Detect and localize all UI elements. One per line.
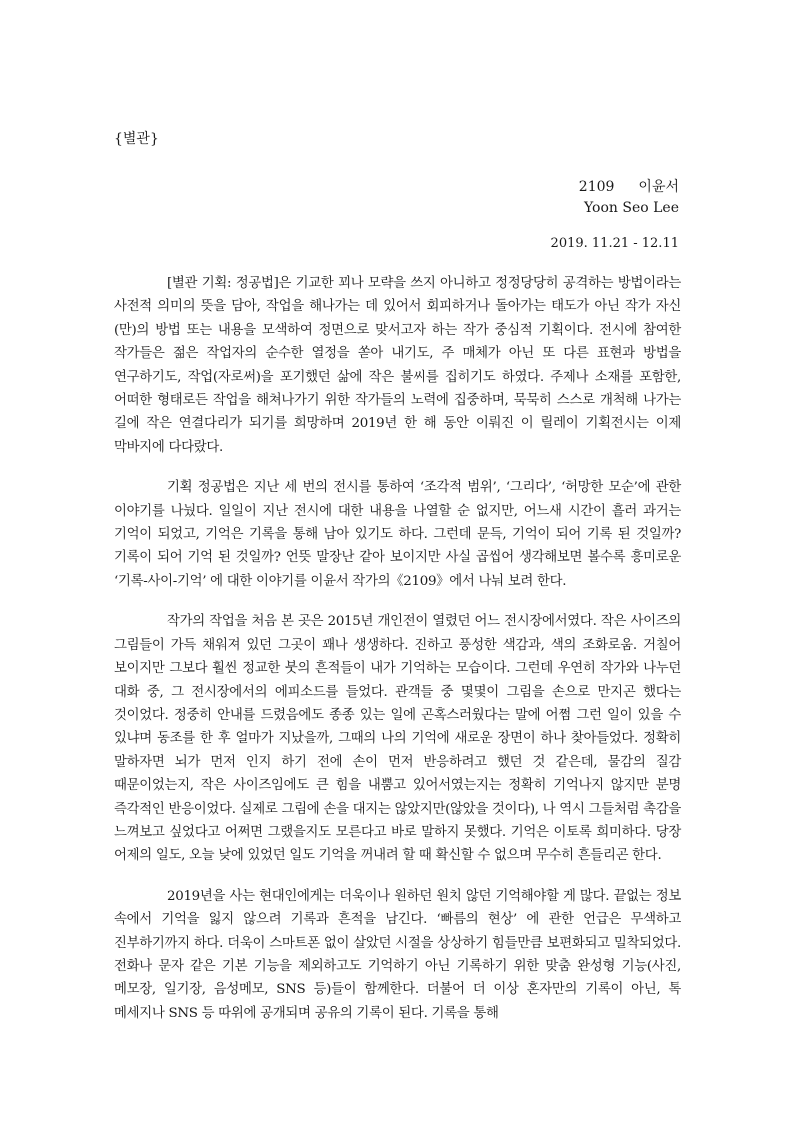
essay-body [114, 272, 681, 1042]
paragraph: 2019년을 사는 현대인에게는 더욱이나 원하던 원치 않던 기억해야할 게 많다. 끝없는 정보 속에서 기억을 잃지 않으려 기록과 흔적을 남긴다. ‘빠름의 현상’ 에 관한 언급은 무색하고 진부하기까지 하다. 더욱이 스마트폰 없이 살았던 시절을 상상하기 힘들만큼 보편화되고 밀착되었다. 전화나 문자 같은 기본 기능을 제외하고도 기억하기 아닌 기록하기 위한 맞춤 완성형 기능(사진, 메모장, 일기장, 음성메모, SNS 등)들이 함께한다. 더불어 더 이상 혼자만의 기록이 아닌, 톡 메세지나 SNS 등 따위에 공개되며 공유의 기록이 된다. 기록을 통해 [114, 888, 681, 1021]
paragraph: [별관 기획: 정공법]은 기교한 꾀나 모략을 쓰지 아니하고 정정당당히 공격하는 방법이라는 사전적 의미의 뜻을 담아, 작업을 해나가는 데 있어서 회피하거나 돌아가는 태도가 아닌 작가 자신(만)의 방법 또는 내용을 모색하여 정면으로 맞서고자 하는 작가 중심적 기획이다. 전시에 참여한 작가들은 젊은 작업자의 순수한 열정을 쏟아 내기도, 주 매체가 아닌 또 다른 표현과 방법을 연구하기도, 작업(자로써)을 포기했던 삶에 작은 불씨를 집히기도 하였다. 주제나 소재를 포함한, 어떠한 형태로든 작업을 해쳐나가기 위한 작가들의 노력에 집중하며, 묵묵히 스스로 개척해 나가는 길에 작은 연결다리가 되기를 희망하며 2019년 한 해 동안 이뤄진 이 릴레이 기획전시는 이제 막바지에 다다랐다. [114, 276, 681, 455]
paragraph: 기획 정공법은 지난 세 번의 전시를 통하여 ‘조각적 범위’, ‘그리다’, ‘허망한 모순’에 관한 이야기를 나눴다. 일일이 지난 전시에 대한 내용을 나열할 순 없지만, 어느새 시간이 흘러 과거는 기억이 되었고, 기억은 기록을 통해 남아 있기도 하다. 그런데 문득, 기억이 되어 기록 된 것일까? 기록이 되어 기억 된 것일까? 언뜻 말장난 같아 보이지만 사실 곱씹어 생각해보면 볼수록 흥미로운 ‘기록-사이-기억’ 에 대한 이야기를 이윤서 작가의《2109》에서 나눠 보려 한다. [114, 480, 681, 589]
gallery-label: {별관} [114, 131, 159, 147]
author-line [579, 176, 679, 196]
author-name-english: Yoon Seo Lee [584, 200, 679, 216]
exhibition-number: 2109 [578, 179, 615, 195]
exhibition-dates: 2019. 11.21 - 12.11 [550, 236, 679, 251]
author-name-korean: 이윤서 [638, 179, 679, 195]
paragraph: 작가의 작업을 처음 본 곳은 2015년 개인전이 열렸던 어느 전시장에서였다. 작은 사이즈의 그림들이 가득 채워져 있던 그곳이 꽤나 생생하다. 진하고 풍성한 색감과, 색의 조화로움. 거칠어 보이지만 그보다 훨씬 정교한 붓의 흔적들이 내가 기억하는 모습이다. 그런데 우연히 작가와 나누던 대화 중, 그 전시장에서의 에피소드를 들었다. 관객들 중 몇몇이 그림을 손으로 만지곤 했다는 것이었다. 정중히 안내를 드렸음에도 종종 있는 일에 곤혹스러웠다는 말에 어쩜 그런 일이 있을 수 있냐며 동조를 한 후 얼마가 지났을까, 그때의 나의 기억에 새로운 장면이 하나 찾아들었다. 정확히 말하자면 뇌가 먼저 인지 하기 전에 손이 먼저 반응하려고 했던 것 같은데, 물감의 질감 때문이었는지, 작은 사이즈임에도 큰 힘을 내뿜고 있어서였는지는 정확히 기억나지 않지만 분명 즉각적인 반응이었다. 실제로 그림에 손을 대지는 않았지만(않았을 것이다), 나 역시 그들처럼 촉감을 느껴보고 싶었다고 어쩌면 그랬을지도 모른다고 바로 말하지 못했다. 기억은 이토록 희미하다. 당장 어제의 일도, 오늘 낮에 있었던 일도 기억을 꺼내려 할 때 확신할 수 없으며 무수히 흔들리곤 한다. [114, 614, 681, 864]
